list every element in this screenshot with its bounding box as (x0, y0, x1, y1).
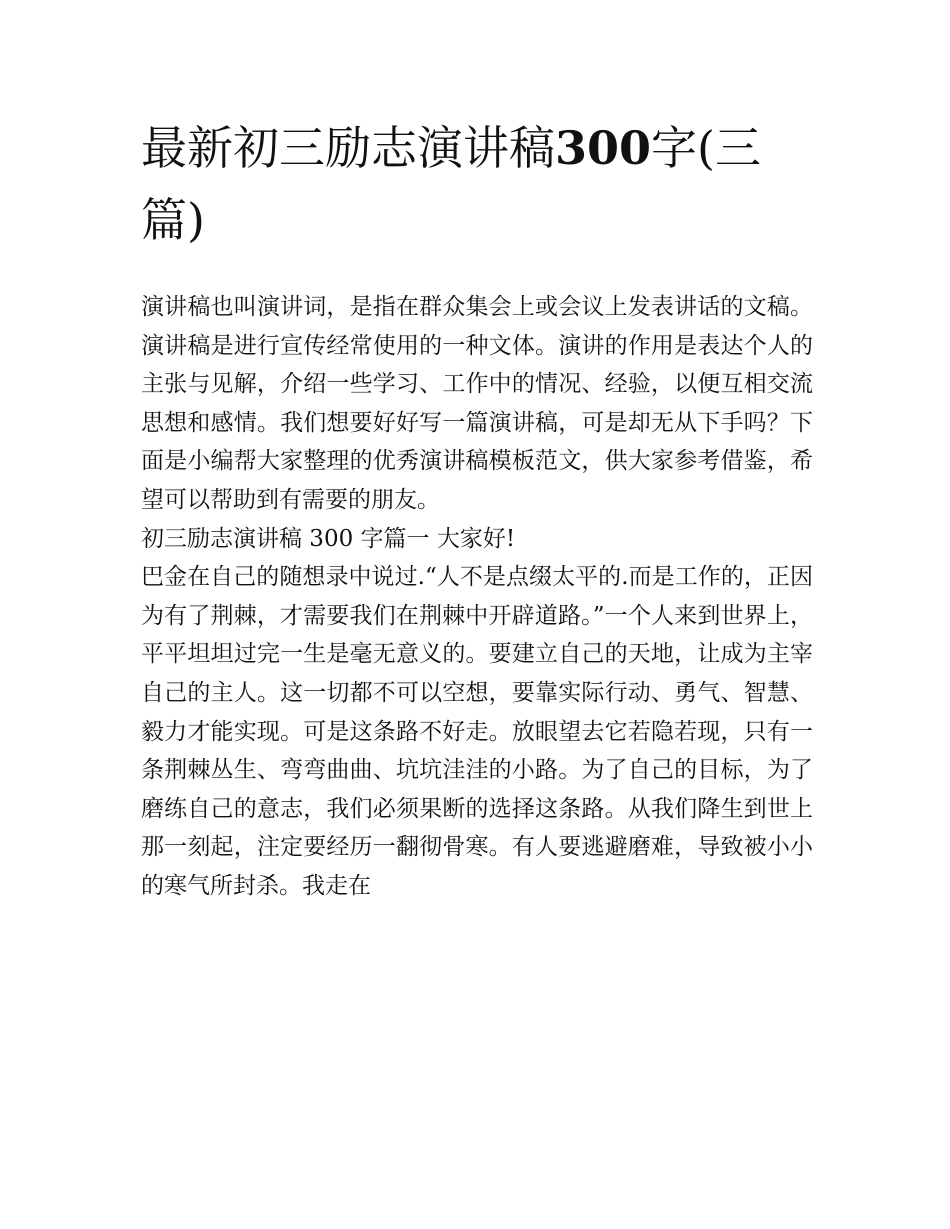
document-title (141, 112, 813, 256)
intro-paragraph: 演讲稿也叫演讲词，是指在群众集会上或会议上发表讲话的文稿。演讲稿是进行宣传经常使用的一种文体。演讲的作用是表达个人的主张与见解，介绍一些学习、工作中的情况、经验，以便互相交流思想和感情。我们想要好好写一篇演讲稿，可是却无从下手吗？下面是小编帮大家整理的优秀演讲稿模板范文，供大家参考借鉴，希望可以帮助到有需要的朋友。 (141, 294, 813, 513)
title-text-part2: 字(三篇) (141, 121, 761, 247)
section-heading-paragraph: 初三励志演讲稿 300 字篇一 大家好! (141, 525, 516, 552)
title-number: 300 (555, 121, 652, 175)
document-body (141, 112, 813, 906)
speech-body-paragraph: 巴金在自己的随想录中说过.“人不是点缀太平的.而是工作的，正因为有了荆棘，才需要我们在荆棘中开辟道路。”一个人来到世界上，平平坦坦过完一生是毫无意义的。要建立自己的天地，让成为主宰自己的主人。这一切都不可以空想，要靠实际行动、勇气、智慧、毅力才能实现。可是这条路不好走。放眼望去它若隐若现，只有一条荆棘丛生、弯弯曲曲、坑坑洼洼的小路。为了自己的目标，为了磨练自己的意志，我们必须果断的选择这条路。从我们降生到世上那一刻起，注定要经历一翻彻骨寒。有人要逃避磨难，导致被小小的寒气所封杀。我走在 (141, 564, 813, 899)
title-text-part1: 最新初三励志演讲稿 (141, 121, 555, 175)
